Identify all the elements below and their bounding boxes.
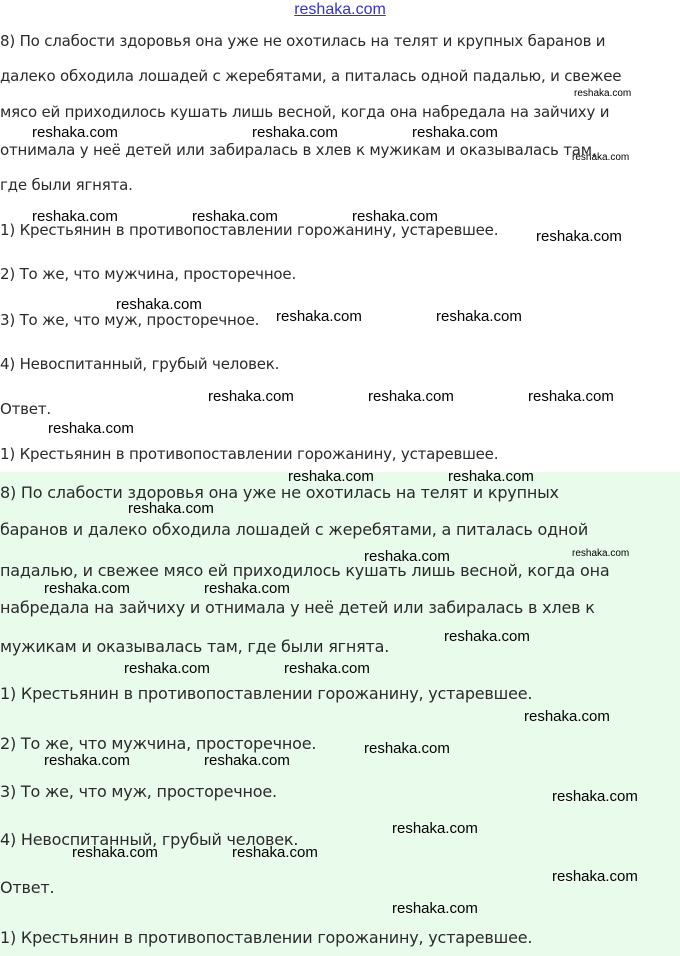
watermark: reshaka.com [444, 628, 530, 645]
text-line: далеко обходила лошадей с жеребятами, а питалась одной падалью, и свежее [0, 67, 622, 85]
watermark: reshaka.com [124, 660, 210, 677]
watermark: reshaka.com [72, 844, 158, 861]
definition-4: 4) Невоспитанный, грубый человек. [0, 355, 280, 373]
watermark: reshaka.com [32, 124, 118, 141]
text-line: падалью, и свежее мясо ей приходилось кушать лишь весной, когда она [0, 561, 610, 580]
watermark: reshaka.com [364, 740, 450, 757]
answer-text: 1) Крестьянин в противопоставлении горожанину, устаревшее. [0, 445, 499, 463]
watermark: reshaka.com [44, 580, 130, 597]
definition-2: 2) То же, что мужчина, просторечное. [0, 265, 297, 283]
text-line: мужикам и оказывалась там, где были ягнята. [0, 637, 390, 656]
watermark: reshaka.com [368, 388, 454, 405]
definition-4: 4) Невоспитанный, грубый человек. [0, 830, 299, 849]
watermark: reshaka.com [232, 844, 318, 861]
watermark: reshaka.com [208, 388, 294, 405]
definition-1: 1) Крестьянин в противопоставлении горожанину, устаревшее. [0, 221, 499, 239]
watermark: reshaka.com [192, 208, 278, 225]
answer-label: Ответ. [0, 400, 51, 418]
watermark: reshaka.com [284, 660, 370, 677]
watermark: reshaka.com [572, 152, 630, 163]
text-line: отнимала у неё детей или забиралась в хлев к мужикам и оказывалась там, [0, 141, 597, 159]
watermark: reshaka.com [276, 308, 362, 325]
watermark: reshaka.com [128, 500, 214, 517]
watermark: reshaka.com [574, 88, 632, 99]
watermark: reshaka.com [392, 820, 478, 837]
watermark: reshaka.com [436, 308, 522, 325]
definition-3: 3) То же, что муж, просторечное. [0, 311, 260, 329]
watermark: reshaka.com [412, 124, 498, 141]
watermark: reshaka.com [364, 548, 450, 565]
text-line: баранов и далеко обходила лошадей с жеребятами, а питалась одной [0, 520, 589, 539]
watermark: reshaka.com [116, 296, 202, 313]
answer-text: 1) Крестьянин в противопоставлении горожанину, устаревшее. [0, 928, 533, 947]
text-line: мясо ей приходилось кушать лишь весной, когда она набредала на зайчиху и [0, 103, 610, 121]
watermark: reshaka.com [204, 580, 290, 597]
watermark: reshaka.com [48, 420, 134, 437]
text-line: 8) По слабости здоровья она уже не охотилась на телят и крупных [0, 483, 559, 502]
text-line: 8) По слабости здоровья она уже не охотилась на телят и крупных баранов и [0, 32, 606, 50]
definition-3: 3) То же, что муж, просторечное. [0, 782, 277, 801]
watermark: reshaka.com [392, 900, 478, 917]
definition-1: 1) Крестьянин в противопоставлении горожанину, устаревшее. [0, 684, 533, 703]
answer-label: Ответ. [0, 878, 55, 897]
watermark: reshaka.com [536, 228, 622, 245]
watermark: reshaka.com [252, 124, 338, 141]
watermark: reshaka.com [44, 752, 130, 769]
watermark: reshaka.com [552, 788, 638, 805]
watermark: reshaka.com [552, 868, 638, 885]
watermark: reshaka.com [32, 208, 118, 225]
site-logo-link[interactable]: reshaka.com [294, 1, 386, 18]
watermark: reshaka.com [352, 208, 438, 225]
watermark: reshaka.com [448, 468, 534, 485]
watermark: reshaka.com [524, 708, 610, 725]
watermark: reshaka.com [528, 388, 614, 405]
watermark: reshaka.com [204, 752, 290, 769]
definition-2: 2) То же, что мужчина, просторечное. [0, 734, 317, 753]
watermark: reshaka.com [288, 468, 374, 485]
text-line: набредала на зайчиху и отнимала у неё детей или забиралась в хлев к [0, 598, 595, 617]
text-line: где были ягнята. [0, 176, 133, 194]
watermark: reshaka.com [572, 548, 630, 559]
